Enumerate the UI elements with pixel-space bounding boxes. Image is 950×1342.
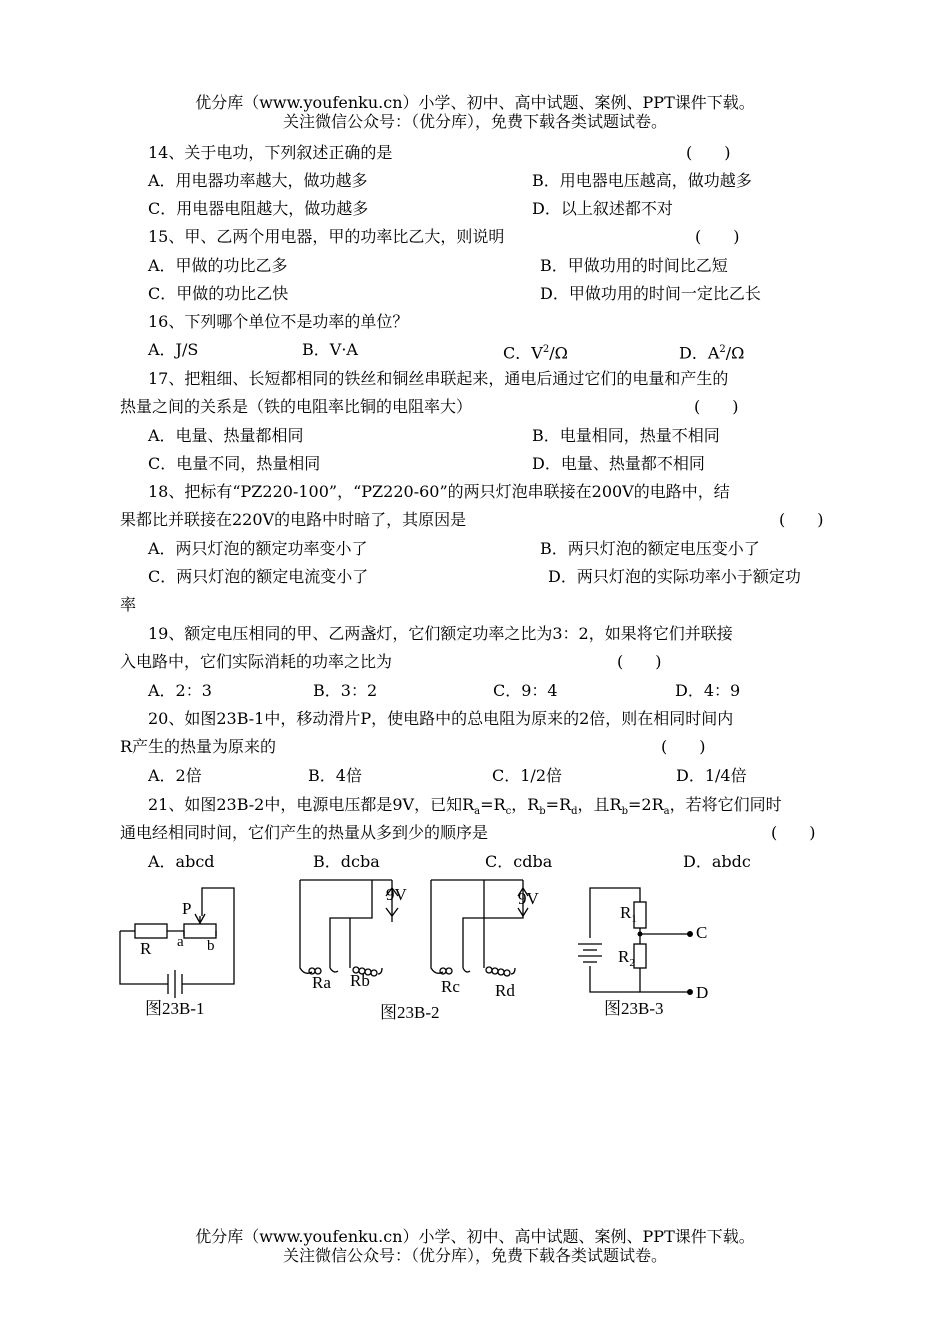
- q19-stem-line-1: 19、额定电压相同的甲、乙两盏灯，它们额定功率之比为3：2，如果将它们并联接: [148, 624, 733, 643]
- footer-line-1: 优分库（www.youfenku.cn）小学、初中、高中试题、案例、PPT课件下载。: [195, 1227, 755, 1246]
- fig1-caption: 图23B-1: [145, 999, 205, 1018]
- q20-stem-line-2: R产生的热量为原来的: [120, 737, 277, 756]
- figure-23b-2-right-circuit: [431, 880, 528, 976]
- rheostat: [184, 924, 216, 938]
- q20-option-d: D．1/4倍: [676, 766, 747, 785]
- q15-option-d: D．甲做功用的时间一定比乙长: [540, 284, 761, 303]
- header-line-2: 关注微信公众号：（优分库），免费下载各类试题试卷。: [282, 112, 667, 131]
- footer-line-2: 关注微信公众号：（优分库），免费下载各类试题试卷。: [282, 1246, 667, 1265]
- fig3-label-c: C: [696, 923, 708, 942]
- figures: [0, 868, 950, 1048]
- q17-option-a: A．电量、热量都相同: [148, 426, 304, 445]
- fig2-label-9v-left: 9V: [386, 885, 407, 904]
- q17-stem-line-2: 热量之间的关系是（铁的电阻率比铜的电阻率大）: [120, 397, 473, 416]
- q14-option-b: B．用电器电压越高，做功越多: [532, 171, 752, 190]
- fig3-label-r2: $R_2$: [618, 947, 635, 969]
- q19-stem-line-2: 入电路中，它们实际消耗的功率之比为: [120, 652, 393, 671]
- q15-answer-paren: ( ): [695, 227, 740, 246]
- q16-stem: 16、下列哪个单位不是功率的单位？: [148, 312, 409, 331]
- fig1-label-p: P: [182, 899, 192, 918]
- fig1-label-b: b: [207, 938, 215, 954]
- q19-answer-paren: ( ): [617, 652, 662, 671]
- q18-option-a: A．两只灯泡的额定功率变小了: [148, 539, 368, 558]
- q16-option-c: C．$V^2/\Omega$: [503, 343, 568, 363]
- q19-option-d: D．4：9: [675, 681, 741, 700]
- q21-option-b: B．dcba: [313, 852, 380, 871]
- q20-option-b: B．4倍: [308, 766, 362, 785]
- fig3-label-r1: $R_1$: [620, 903, 637, 925]
- q21-answer-paren: ( ): [771, 823, 816, 842]
- q19-option-a: A．2：3: [148, 681, 212, 700]
- q20-option-a: A．2倍: [148, 766, 202, 785]
- q17-stem-line-1: 17、把粗细、长短都相同的铁丝和铜丝串联起来，通电后通过它们的电量和产生的: [148, 369, 729, 388]
- header-line-1: 优分库（www.youfenku.cn）小学、初中、高中试题、案例、PPT课件下载。: [195, 93, 755, 112]
- q20-answer-paren: ( ): [661, 737, 706, 756]
- q15-stem: 15、甲、乙两个用电器，甲的功率比乙大，则说明: [148, 227, 505, 246]
- q18-option-d: D．两只灯泡的实际功率小于额定功: [548, 567, 801, 586]
- q18-option-c: C．两只灯泡的额定电流变小了: [148, 567, 369, 586]
- fig1-label-a: a: [177, 934, 184, 950]
- q17-option-d: D．电量、热量都不相同: [532, 454, 705, 473]
- q20-option-c: C．1/2倍: [492, 766, 562, 785]
- q18-answer-paren: ( ): [779, 510, 824, 529]
- fig3-label-d: D: [696, 983, 709, 1002]
- fig3-caption: 图23B-3: [604, 999, 664, 1018]
- q19-option-b: B．3：2: [313, 681, 378, 700]
- q14-option-d: D．以上叙述都不对: [532, 199, 673, 218]
- q16-option-b: B．V·A: [302, 340, 358, 359]
- resistor-r: [135, 924, 167, 938]
- q14-option-c: C．用电器电阻越大，做功越多: [148, 199, 369, 218]
- q16-option-a: A．J/S: [148, 340, 199, 359]
- fig2-label-rb: Rb: [350, 971, 370, 990]
- q15-option-b: B．甲做功用的时间比乙短: [540, 256, 728, 275]
- q17-option-b: B．电量相同，热量不相同: [532, 426, 720, 445]
- figure-23b-3-circuit: [578, 888, 690, 992]
- q21-stem-line-2: 通电经相同时间，它们产生的热量从多到少的顺序是: [120, 823, 489, 842]
- fig2-label-rc: Rc: [441, 977, 460, 996]
- figure-23b-2-left-circuit: [300, 880, 398, 976]
- q14-option-a: A．用电器功率越大，做功越多: [148, 171, 368, 190]
- q21-option-c: C．cdba: [485, 852, 553, 871]
- q20-stem-line-1: 20、如图23B-1中，移动滑片P，使电路中的总电阻为原来的2倍，则在相同时间内: [148, 709, 734, 728]
- fig2-label-ra: Ra: [312, 973, 331, 992]
- fig2-caption: 图23B-2: [380, 1003, 440, 1022]
- q21-option-d: D．abdc: [683, 852, 751, 871]
- fig1-label-r: R: [140, 939, 152, 958]
- q14-answer-paren: ( ): [686, 143, 731, 162]
- fig2-label-rd: Rd: [495, 981, 515, 1000]
- q18-stem-line-1: 18、把标有“PZ220-100”，“PZ220-60”的两只灯泡串联接在200V的电路中，结: [148, 482, 730, 501]
- q15-option-a: A．甲做的功比乙多: [148, 256, 288, 275]
- q21-option-a: A．abcd: [148, 852, 215, 871]
- q18-option-b: B．两只灯泡的额定电压变小了: [540, 539, 760, 558]
- q18-stem-line-2: 果都比并联接在220V的电路中时暗了，其原因是: [120, 510, 467, 529]
- q15-option-c: C．甲做的功比乙快: [148, 284, 289, 303]
- fig2-label-9v-right: 9V: [518, 889, 539, 908]
- q14-stem: 14、关于电功，下列叙述正确的是: [148, 143, 393, 162]
- q21-stem-line-1: 21、如图23B-2中，电源电压都是9V，已知$R_a=R_c$，$R_b=R_d$，且$R_b=2R_a$，若将它们同时: [148, 795, 782, 818]
- resistor-r2: [634, 944, 646, 968]
- q18-option-d-wrap: 率: [120, 595, 137, 614]
- q19-option-c: C．9：4: [493, 681, 558, 700]
- q17-option-c: C．电量不同，热量相同: [148, 454, 321, 473]
- q16-option-d: D．$A^2/\Omega$: [679, 343, 745, 363]
- q17-answer-paren: ( ): [694, 397, 739, 416]
